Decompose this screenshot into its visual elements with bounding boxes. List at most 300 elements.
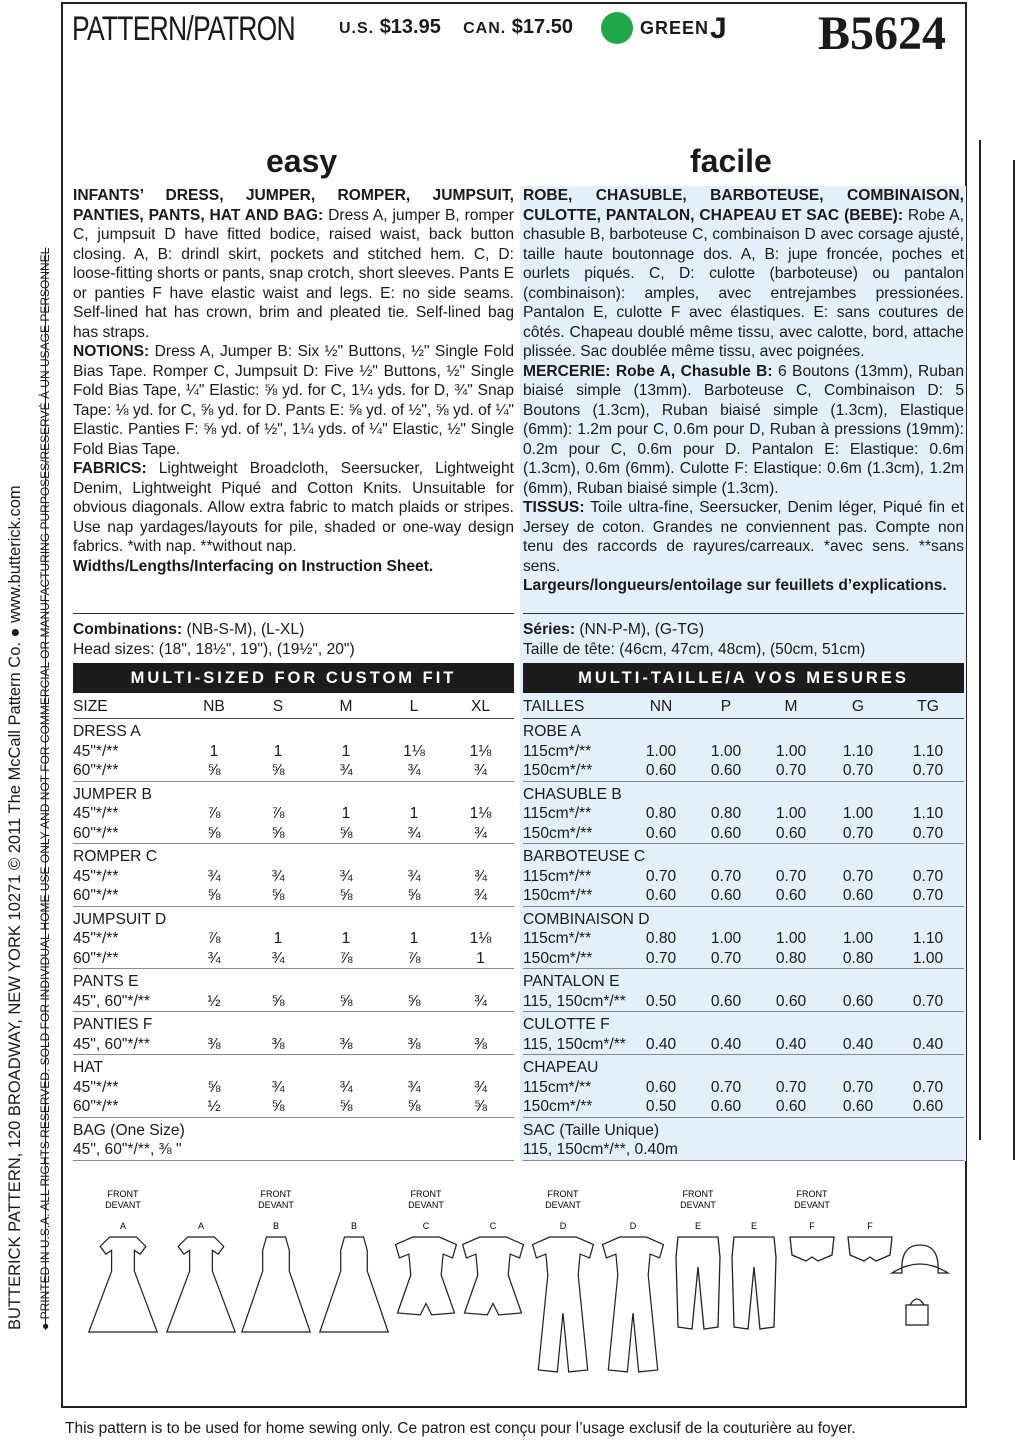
garment-outline (320, 1237, 388, 1332)
garment-outline (790, 1237, 834, 1261)
table-cell: ⅝ (381, 886, 447, 906)
table-cell: ⅝ (245, 886, 311, 906)
price-block (339, 16, 573, 39)
view-letter: F (867, 1221, 873, 1231)
garment-outline (603, 1237, 664, 1372)
column-header: NN (628, 696, 694, 719)
en-combinations (73, 620, 514, 659)
view-letter: D (559, 1221, 567, 1231)
table-row (523, 1097, 964, 1117)
table-cell: 1⅛ (469, 742, 492, 760)
view-label: DEVANT (105, 1200, 141, 1210)
table-cell: 1 (341, 742, 351, 760)
fr-tissus-body: Toile ultra-fine, Seersucker, Denim léger, Piqué fin et Jersey de coton. Grandes ne conviennent pas. Compte non tenu des raccords de rayures/carreaux. *avec sens. **sans sens. (523, 499, 964, 575)
table-cell: 0.60 (628, 824, 694, 844)
table-cell: 1.10 (912, 742, 944, 760)
view-label: DEVANT (545, 1200, 581, 1210)
table-cell: ¾ (447, 886, 514, 906)
table-cell: 1.00 (775, 930, 807, 947)
view-label: FRONT (682, 1189, 714, 1199)
table-cell: 1.10 (912, 805, 944, 822)
view-label: FRONT (107, 1189, 139, 1199)
illustration-f-back (848, 1221, 892, 1261)
table-cell: 1.00 (842, 805, 874, 822)
table-cell: 45"*/** (73, 930, 119, 947)
table-cell: 115, 150cm*/** (523, 1035, 628, 1055)
table-cell: 0.60 (758, 886, 824, 906)
french-title: facile (690, 143, 772, 179)
view-label: DEVANT (680, 1200, 716, 1210)
bag-outline (906, 1305, 928, 1325)
illustration-c-front (396, 1189, 457, 1315)
table-cell: 0.70 (842, 867, 874, 885)
table-cell: ½ (183, 1097, 245, 1117)
column-header: NB (183, 696, 245, 719)
table-cell: 1⅛ (469, 805, 492, 822)
view-letter: A (119, 1221, 127, 1231)
table-cell: ⅞ (311, 949, 381, 969)
garment-name: CHAPEAU (523, 1059, 599, 1076)
column-header: M (311, 696, 381, 719)
view-letter: B (350, 1221, 358, 1231)
garment-name: HAT (73, 1059, 104, 1076)
garment-row (523, 969, 964, 992)
table-cell: ⅜ (245, 1035, 311, 1055)
view-label: FRONT (260, 1189, 292, 1199)
table-cell: 0.70 (892, 886, 964, 906)
fr-comb-label: Séries: (523, 621, 576, 638)
garment-outline (676, 1237, 720, 1329)
view-letter: C (422, 1221, 430, 1231)
illustration-e-front (676, 1189, 720, 1329)
en-yardage-table (73, 696, 514, 1161)
table-cell: ¾ (245, 949, 311, 969)
en-desc-body: Dress A, jumper B, romper C, jumpsuit D have fitted bodice, raised waist, back button closing. A, B: drindl skirt, pockets and stitched hem. C, D: loose-fitting shorts or pants, snap crotch, short sleeves. Pants E or panties F have elastic waist and legs. E: no side seams. Self-lined hat has crown, brim and pleated tie. Self-lined bag has straps. (73, 206, 514, 341)
table-cell: ¾ (207, 867, 221, 885)
table-cell: 0.60 (892, 1097, 964, 1117)
garment-outline (463, 1237, 524, 1315)
table-cell: 0.60 (694, 1097, 758, 1117)
table-row (523, 761, 964, 781)
pattern-number: B5624 (818, 7, 947, 60)
column-header: M (758, 696, 824, 719)
table-cell: 0.70 (645, 867, 677, 885)
garment-row (73, 969, 514, 992)
table-cell: 0.60 (758, 1097, 824, 1117)
table-cell: 0.70 (892, 761, 964, 781)
illustration-d-back (603, 1221, 664, 1372)
fr-mercerie-heading: MERCERIE: Robe A, Chasuble B: (523, 362, 773, 380)
table-cell: 0.80 (645, 805, 677, 822)
table-cell: ¾ (447, 992, 514, 1012)
table-cell: ¾ (407, 1078, 421, 1096)
table-cell: 0.40 (824, 1035, 892, 1055)
table-cell: 45"*/** (73, 867, 119, 885)
table-cell: 115, 150cm*/** (523, 992, 628, 1012)
table-cell: 150cm*/** (523, 886, 628, 906)
table-cell: 60"*/** (73, 949, 183, 969)
table-row (523, 742, 964, 762)
table-cell: 0.50 (628, 992, 694, 1012)
garment-row (73, 1117, 514, 1140)
us-label: U.S. (339, 20, 375, 37)
table-cell: ⅝ (311, 992, 381, 1012)
side-printed-text: ● PRINTED IN U.S.A. ALL RIGHTS RESERVED. SOLD FOR INDIVIDUAL HOME USE ONLY AND NOT FOR COMMERCIAL OR MANUFACTURING PURPOSES/RESERVÉ À UN USAGE PERSONNEL (38, 247, 52, 1330)
table-cell: ⅝ (311, 1097, 381, 1117)
table-cell: ⅞ (381, 949, 447, 969)
hat-outline (892, 1245, 948, 1273)
table-cell: ¾ (447, 761, 514, 781)
en-notions-body: Dress A, Jumper B: Six ½" Buttons, ½" Single Fold Bias Tape. Romper C, Jumpsuit D: Five ½" Buttons, ½" Single Fold Bias Tape, ¼" Elastic: ⅝ yd. for C, 1¼ yds. for D, ¾" Snap Tape: ⅛ yd. for C, ⅝ yd. for D. Pants E: ⅝ yd. of ½", ⅝ yd. of ¼" Elastic. Panties F: ⅝ yd. of ½", 1¼ yds. of ¼" Elastic, ½" Single Fold Bias Tape. (73, 343, 514, 458)
table-cell: ⅝ (245, 824, 311, 844)
table-cell: 0.80 (645, 930, 677, 947)
table-cell: 0.60 (694, 824, 758, 844)
garment-row (73, 844, 514, 867)
en-desc-heading: INFANTS’ DRESS, JUMPER, ROMPER, JUMPSUIT, PANTIES, PANTS, HAT AND BAG: (73, 187, 514, 224)
english-description (73, 186, 514, 576)
table-cell: 1 (341, 930, 351, 947)
table-cell: ¾ (381, 824, 447, 844)
table-cell: 1.00 (892, 949, 964, 969)
table-cell: 60"*/** (73, 1097, 183, 1117)
table-cell: ¾ (339, 1078, 353, 1096)
en-notions-heading: NOTIONS: (73, 343, 150, 360)
fr-widths-note: Largeurs/longueurs/entoilage sur feuillets d’explications. (523, 577, 947, 594)
table-cell: ⅜ (183, 1035, 245, 1055)
fr-divider (523, 613, 964, 614)
table-cell: 0.70 (694, 949, 758, 969)
garment-outline (242, 1237, 310, 1332)
table-cell: 150cm*/** (523, 761, 628, 781)
english-title: easy (266, 143, 338, 179)
garment-name: PANTALON E (523, 973, 620, 990)
garment-name: BARBOTEUSE C (523, 848, 646, 865)
table-cell: ¾ (271, 867, 285, 885)
fr-sizing-bar: MULTI-TAILLE/A VOS MESURES (523, 663, 964, 693)
table-cell: 1.00 (710, 742, 742, 760)
table-row (73, 761, 514, 781)
footer-note: This pattern is to be used for home sewing only. Ce patron est conçu pour l’usage exclusif de la couturière au foyer. (65, 1420, 856, 1437)
garment-name: ROBE A (523, 723, 582, 740)
table-cell: 60"*/** (73, 886, 183, 906)
view-letter: E (694, 1221, 702, 1231)
garment-name: PANTIES F (73, 1016, 153, 1033)
table-cell: 0.40 (694, 1035, 758, 1055)
illustration-b-back (320, 1221, 388, 1332)
table-cell: ⅝ (311, 886, 381, 906)
fr-desc-body: Robe A, chasuble B, barboteuse C, combinaison D avec corsage ajusté, taille haute boutonnage dos. A, B: jupe froncée, poches et ourlets piqués. C, D: culotte (barboteuse) ou pantalon (combinaison): amples, avec entrejambes pressionées. Pantalon E, culotte F avec élastiques. E: sans coutures de côtés. Chapeau doublé même tissu, avec calotte, bord, attache plissée. Sac doublée même tissu, avec poignées. (523, 206, 964, 360)
column-header: S (245, 696, 311, 719)
table-row (523, 824, 964, 844)
table-cell: 0.60 (645, 1078, 677, 1096)
table-row (523, 1140, 964, 1160)
table-cell: 60"*/** (73, 824, 183, 844)
table-cell: 1 (447, 949, 514, 969)
table-cell: ⅝ (447, 1097, 514, 1117)
table-row (73, 1140, 514, 1160)
table-cell: ¾ (339, 867, 353, 885)
table-cell: 0.70 (842, 1078, 874, 1096)
table-cell: 0.70 (892, 824, 964, 844)
right-margin-line-2 (1013, 160, 1015, 1160)
column-header: SIZE (73, 696, 183, 719)
grade-letter: J (710, 12, 727, 45)
garment-name: DRESS A (73, 723, 141, 740)
table-cell: ⅞ (207, 930, 221, 947)
table-cell: ⅝ (183, 886, 245, 906)
garment-outline (533, 1237, 594, 1372)
table-cell: ⅝ (207, 1078, 221, 1096)
table-cell: ⅝ (381, 1097, 447, 1117)
table-row (523, 886, 964, 906)
table-cell: ¾ (183, 949, 245, 969)
table-cell: 45", 60"*/** (73, 992, 183, 1012)
table-row (73, 742, 514, 762)
table-row (523, 1078, 964, 1098)
table-cell: 150cm*/** (523, 824, 628, 844)
column-header: L (381, 696, 447, 719)
can-label: CAN. (463, 20, 507, 37)
garment-name: JUMPER B (73, 785, 152, 803)
table-row (73, 824, 514, 844)
table-cell: 115cm*/** (523, 867, 592, 885)
en-widths-note: Widths/Lengths/Interfacing on Instruction Sheet. (73, 557, 434, 575)
table-cell: 0.70 (758, 761, 824, 781)
table-cell: 0.60 (758, 992, 824, 1012)
garment-name: JUMPSUIT D (73, 910, 167, 928)
fr-tissus-heading: TISSUS: (523, 499, 585, 516)
french-description (523, 186, 964, 596)
view-label: DEVANT (408, 1200, 444, 1210)
table-cell: ¾ (271, 1078, 285, 1096)
table-cell: 0.50 (628, 1097, 694, 1117)
table-cell: 0.80 (824, 949, 892, 969)
table-cell: 0.60 (758, 824, 824, 844)
table-cell: ½ (183, 992, 245, 1012)
garment-row (523, 781, 964, 804)
view-label: FRONT (796, 1189, 828, 1199)
table-cell: 0.70 (892, 992, 964, 1012)
garment-row (523, 1117, 964, 1140)
view-label: DEVANT (258, 1200, 294, 1210)
table-cell: 0.60 (694, 992, 758, 1012)
garment-row (73, 781, 514, 804)
table-cell: 45"*/** (73, 805, 119, 822)
table-cell: 1 (341, 805, 351, 822)
fr-comb-value: (NN-P-M), (G-TG) (575, 621, 705, 638)
table-row (523, 929, 964, 949)
view-letter: F (809, 1221, 815, 1231)
en-fabrics-heading: FABRICS: (73, 460, 147, 477)
table-cell: 1.00 (775, 742, 807, 760)
illustration-a-back (167, 1221, 235, 1332)
table-row (73, 949, 514, 969)
garment-row (73, 1012, 514, 1035)
garment-row (523, 906, 964, 929)
table-row (523, 804, 964, 824)
illustration--back (892, 1245, 948, 1325)
table-cell: 1.00 (645, 742, 677, 760)
color-name: GREEN (640, 18, 710, 38)
table-cell: 0.60 (824, 992, 892, 1012)
table-cell: ⅝ (183, 761, 245, 781)
garment-row (523, 1012, 964, 1035)
fr-mercerie-body: 6 Boutons (13mm), Ruban biaisé simple (13mm). Barboteuse C, Combinaison D: 5 Boutons (1.3cm), Ruban biaisé simple (1.3cm), Elastique (6mm): 1.2m pour C, 0.6m pour D, Ruban à pressions (19mm): 0.2m pour C, 0.6m pour D. Pantalon E: Elastique: 0.6m (1.3cm), 0.6m (6mm). Culotte F: Elastique: 0.6m (1.3cm), 1.2m (6mm), Ruban biaisé simple (1.3cm). (523, 362, 964, 497)
table-cell: 0.60 (694, 886, 758, 906)
table-cell: 45", 60"*/**, ⅜ " (73, 1140, 514, 1160)
garment-row (73, 906, 514, 929)
illustration-f-front (790, 1189, 834, 1261)
illustration-a-front (89, 1189, 157, 1332)
table-row (73, 1078, 514, 1098)
table-cell: 1 (209, 742, 219, 760)
fr-yardage-table (523, 696, 964, 1161)
view-letter: C (489, 1221, 497, 1231)
garment-outline (167, 1237, 235, 1332)
side-legal-strip (0, 0, 60, 1443)
column-header: TG (892, 696, 964, 719)
garment-illustrations (78, 1185, 958, 1375)
table-cell: 0.70 (824, 761, 892, 781)
table-cell: 115cm*/** (523, 742, 592, 760)
table-cell: ⅝ (183, 824, 245, 844)
fr-head-sizes: Taille de tête: (46cm, 47cm, 48cm), (50cm, 51cm) (523, 640, 866, 658)
table-cell: 115cm*/** (523, 805, 592, 822)
side-publisher-text: BUTTERICK PATTERN, 120 BROADWAY, NEW YORK 10271 © 2011 The McCall Pattern Co. ● www.butterick.com (6, 485, 24, 1330)
garment-outline (89, 1237, 157, 1332)
view-label: FRONT (410, 1189, 442, 1199)
en-comb-label: Combinations: (73, 621, 183, 638)
table-cell: 0.60 (628, 761, 694, 781)
view-letter: E (750, 1221, 758, 1231)
bag-handle (910, 1299, 924, 1305)
garment-row (73, 719, 514, 742)
table-cell: 0.70 (912, 867, 944, 885)
table-cell: 0.60 (824, 886, 892, 906)
table-cell: 45", 60"*/** (73, 1035, 183, 1055)
table-cell: 1.00 (710, 930, 742, 947)
table-row (523, 992, 964, 1012)
table-cell: ⅜ (447, 1035, 514, 1055)
table-row (73, 867, 514, 887)
table-row (523, 867, 964, 887)
table-cell: ⅜ (311, 1035, 381, 1055)
en-divider (73, 613, 514, 614)
en-sizing-bar: MULTI-SIZED FOR CUSTOM FIT (73, 663, 514, 693)
table-cell: ¾ (473, 1078, 487, 1096)
en-head-sizes: Head sizes: (18", 18½", 19"), (19½", 20") (73, 640, 355, 658)
illustration-d-front (533, 1189, 594, 1372)
table-cell: 1 (273, 930, 283, 947)
table-cell: 1 (409, 805, 419, 822)
table-row (73, 1035, 514, 1055)
table-cell: 0.70 (824, 824, 892, 844)
table-cell: 0.60 (824, 1097, 892, 1117)
table-cell: 115, 150cm*/**, 0.40m (523, 1140, 964, 1160)
garment-outline (732, 1237, 776, 1329)
table-row (73, 992, 514, 1012)
table-cell: ⅝ (245, 761, 311, 781)
column-header: XL (447, 696, 514, 719)
table-row (73, 1097, 514, 1117)
table-cell: 1.10 (842, 742, 874, 760)
table-row (523, 1035, 964, 1055)
right-margin-line (979, 140, 981, 1140)
garment-name: BAG (One Size) (73, 1121, 185, 1139)
table-cell: 150cm*/** (523, 949, 628, 969)
table-cell: 0.70 (628, 949, 694, 969)
table-cell: 1.10 (912, 930, 944, 947)
table-cell: ⅞ (271, 805, 285, 822)
table-cell: 0.40 (758, 1035, 824, 1055)
garment-row (73, 1055, 514, 1078)
table-cell: ¾ (311, 761, 381, 781)
table-cell: 0.40 (628, 1035, 694, 1055)
garment-name: CULOTTE F (523, 1016, 610, 1033)
table-cell: 45"*/** (73, 1078, 119, 1096)
garment-outline (396, 1237, 457, 1315)
table-cell: ⅝ (381, 992, 447, 1012)
table-cell: 1.00 (775, 805, 807, 822)
table-cell: ¾ (407, 867, 421, 885)
table-cell: 0.60 (694, 761, 758, 781)
illustration-c-back (463, 1221, 524, 1315)
illustration-b-front (242, 1189, 310, 1332)
table-cell: 0.70 (775, 867, 807, 885)
table-cell: 1.00 (842, 930, 874, 947)
garment-name: COMBINAISON D (523, 910, 650, 928)
table-cell: 0.60 (628, 886, 694, 906)
view-letter: B (272, 1221, 280, 1231)
table-header-row (523, 696, 964, 719)
brand-logo: PATTERN/PATRON (72, 10, 295, 48)
table-header-row (73, 696, 514, 719)
table-cell: 1⅛ (403, 742, 425, 760)
table-cell: ⅝ (245, 1097, 311, 1117)
column-header: P (694, 696, 758, 719)
table-cell: 0.80 (710, 805, 742, 822)
column-header: G (824, 696, 892, 719)
garment-name: SAC (Taille Unique) (523, 1121, 660, 1139)
table-cell: 0.40 (892, 1035, 964, 1055)
table-cell: ⅞ (207, 805, 221, 822)
view-letter: A (197, 1221, 205, 1231)
table-cell: 0.70 (710, 867, 742, 885)
fr-desc-heading: ROBE, CHASUBLE, BARBOTEUSE, COMBINAISON, CULOTTE, PANTALON, CHAPEAU ET SAC (BEBE): (523, 187, 964, 224)
garment-row (523, 1055, 964, 1078)
table-cell: ⅝ (311, 824, 381, 844)
table-cell: 0.70 (775, 1078, 807, 1096)
color-dot (601, 12, 633, 44)
garment-row (523, 719, 964, 742)
table-cell: 1 (409, 930, 419, 947)
table-cell: ¾ (473, 867, 487, 885)
table-row (523, 949, 964, 969)
view-label: DEVANT (794, 1200, 830, 1210)
table-cell: ⅝ (245, 992, 311, 1012)
us-price: $13.95 (379, 16, 441, 38)
table-cell: ¾ (447, 824, 514, 844)
table-cell: 150cm*/** (523, 1097, 628, 1117)
table-cell: 1 (273, 742, 283, 760)
table-cell: 0.80 (758, 949, 824, 969)
table-row (73, 929, 514, 949)
table-cell: 115cm*/** (523, 1078, 592, 1096)
garment-name: PANTS E (73, 973, 139, 990)
illustration-e-back (732, 1221, 776, 1329)
table-cell: 45"*/** (73, 742, 119, 760)
garment-outline (848, 1237, 892, 1261)
